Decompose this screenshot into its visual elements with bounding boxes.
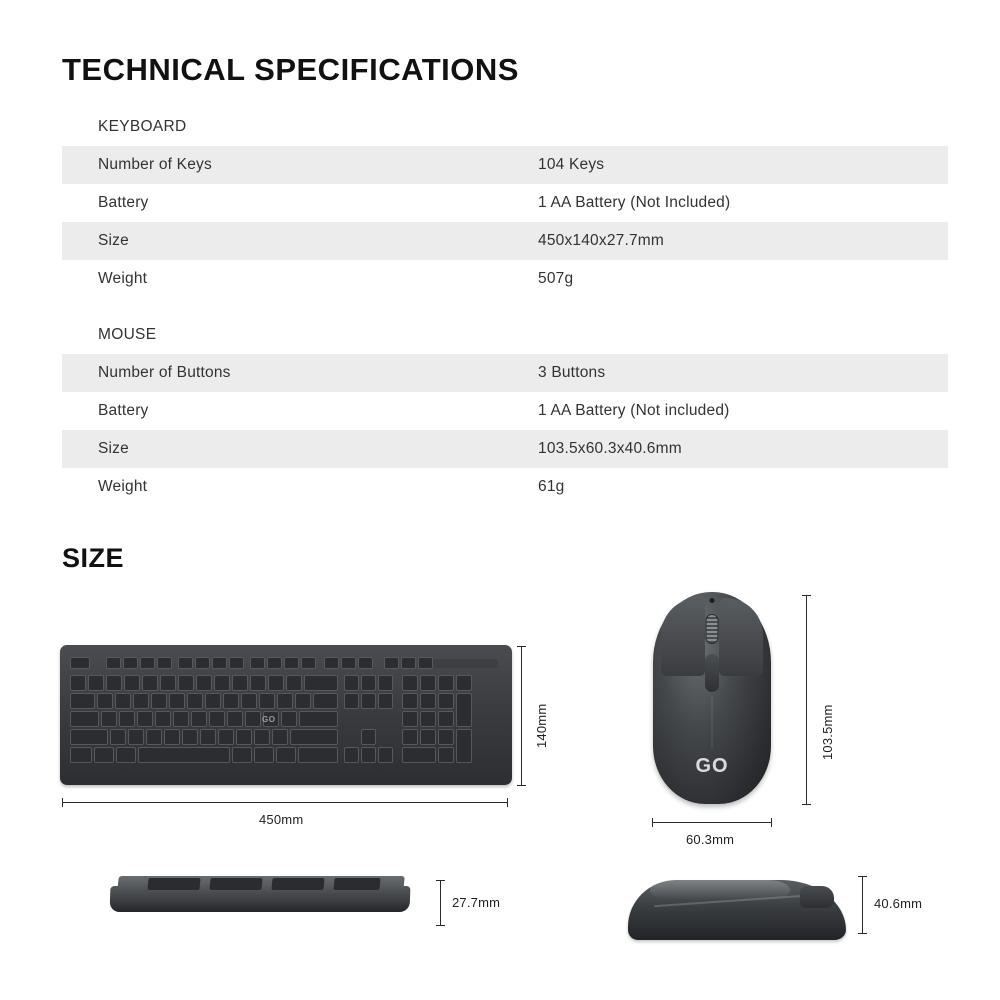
mouse-brand-logo: GO — [695, 755, 729, 777]
dimension-label-mouse-width: 60.3mm — [686, 832, 735, 847]
mouse-side-button — [800, 886, 834, 908]
keyboard-key-field — [66, 651, 506, 775]
mouse-dpi-button — [705, 654, 719, 692]
dimension-label-mouse-height: 40.6mm — [874, 896, 923, 911]
table-row — [62, 468, 948, 506]
spec-value: 1 AA Battery (Not included) — [538, 402, 730, 419]
dimension-tick — [436, 925, 445, 926]
spec-label: Size — [98, 232, 129, 249]
dimension-tick — [62, 798, 63, 807]
spec-value: 104 Keys — [538, 156, 605, 173]
mouse-side-view-image — [628, 870, 846, 940]
dimension-tick — [858, 876, 867, 877]
dimension-line-mouse-width — [652, 822, 772, 823]
keyboard-top-view-image — [60, 645, 512, 785]
table-row — [62, 260, 948, 298]
mouse-left-button — [661, 598, 705, 676]
spec-label: Number of Buttons — [98, 364, 231, 381]
dimension-tick — [517, 646, 526, 647]
spec-value: 450x140x27.7mm — [538, 232, 665, 249]
mouse-right-button — [719, 598, 763, 676]
spec-label: Weight — [98, 270, 148, 287]
dimension-tick — [517, 785, 526, 786]
dimension-label-mouse-length: 103.5mm — [820, 704, 835, 760]
spec-value: 507g — [538, 270, 574, 287]
dimension-tick — [771, 818, 772, 827]
dimension-tick — [436, 880, 445, 881]
specifications-table — [62, 108, 948, 506]
section-title-size: SIZE — [62, 543, 125, 573]
mouse-led-indicator — [710, 598, 715, 603]
spec-label: Weight — [98, 478, 148, 495]
dimension-line-mouse-length — [806, 595, 807, 805]
spec-label: Size — [98, 440, 129, 457]
dimension-label-keyboard-height: 27.7mm — [452, 895, 501, 910]
dimension-tick — [507, 798, 508, 807]
table-row — [62, 430, 948, 468]
spec-label: Battery — [98, 194, 149, 211]
dimension-tick — [652, 818, 653, 827]
spec-label: Battery — [98, 402, 149, 419]
spec-value: 1 AA Battery (Not Included) — [538, 194, 731, 211]
dimension-line-keyboard-depth — [521, 646, 522, 786]
spec-value: 3 Buttons — [538, 364, 606, 381]
dimension-tick — [802, 595, 811, 596]
table-group-spacer — [62, 298, 948, 316]
mouse-seam — [712, 696, 713, 748]
table-row — [62, 184, 948, 222]
dimension-line-mouse-height — [862, 876, 863, 934]
dimension-tick — [858, 933, 867, 934]
keyboard-side-view-image — [110, 872, 410, 918]
table-row — [62, 146, 948, 184]
spec-value: 61g — [538, 478, 565, 495]
dimension-label-keyboard-depth: 140mm — [534, 703, 549, 748]
keyboard-brand-logo: GO — [262, 715, 276, 724]
table-row — [62, 222, 948, 260]
dimension-line-keyboard-height — [440, 880, 441, 926]
spec-value: 103.5x60.3x40.6mm — [538, 440, 682, 457]
dimension-label-keyboard-width: 450mm — [259, 812, 304, 827]
mouse-scroll-wheel — [706, 614, 719, 644]
dimension-tick — [802, 804, 811, 805]
size-diagram — [0, 580, 1000, 980]
page-title-technical-specifications: TECHNICAL SPECIFICATIONS — [62, 52, 519, 87]
mouse-top-view-image — [653, 592, 771, 804]
spec-group-title-mouse: MOUSE — [62, 316, 948, 354]
table-row — [62, 354, 948, 392]
spec-group-title-keyboard: KEYBOARD — [62, 108, 948, 146]
table-row — [62, 392, 948, 430]
spec-label: Number of Keys — [98, 156, 212, 173]
dimension-line-keyboard-width — [62, 802, 508, 803]
